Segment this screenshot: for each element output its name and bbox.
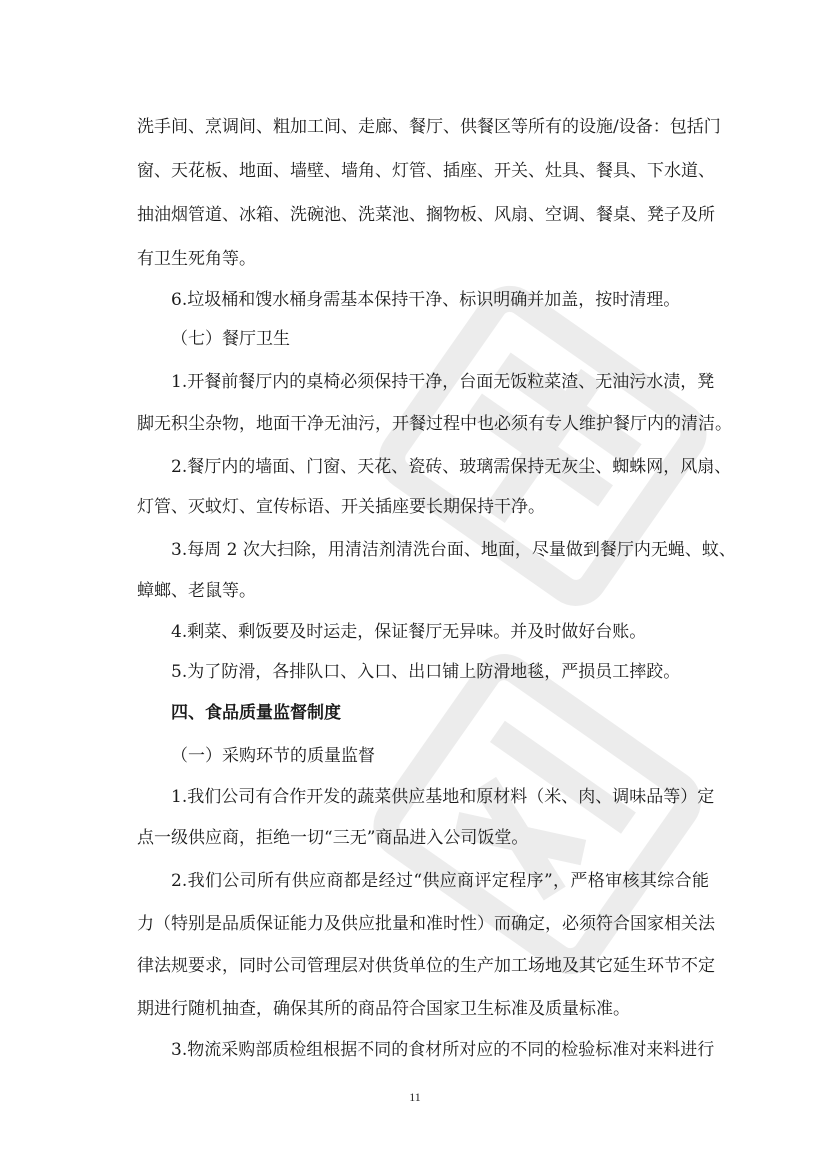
paragraph-line: 抽油烟管道、冰箱、洗碗池、洗菜池、搁物板、风扇、空调、餐桌、凳子及所 (137, 205, 715, 225)
paragraph-line: 5.为了防滑，各排队口、入口、出口铺上防滑地毯，严损员工摔跤。 (171, 662, 681, 682)
paragraph-line: 3.物流采购部质检组根据不同的食材所对应的不同的检验标准对来料进行 (171, 1040, 715, 1060)
paragraph-line: 律法规要求，同时公司管理层对供货单位的生产加工场地及其它延生环节不定 (137, 956, 715, 976)
section-heading: 四、食品质量监督制度 (171, 703, 341, 723)
paragraph-line: 力（特别是品质保证能力及供应批量和准时性）而确定，必须符合国家相关法 (137, 914, 715, 934)
paragraph-line: 2.我们公司所有供应商都是经过“供应商评定程序”，严格审核其综合能 (171, 871, 709, 891)
paragraph-line: 4.剩菜、剩饭要及时运走，保证餐厅无异味。并及时做好台账。 (171, 622, 647, 642)
paragraph-line: 点一级供应商，拒绝一切“三无”商品进入公司饭堂。 (137, 828, 529, 848)
paragraph-line: 2.餐厅内的墙面、门窗、天花、瓷砖、玻璃需保持无灰尘、蜘蛛网，风扇、 (171, 457, 732, 477)
page-number: 11 (409, 1090, 421, 1104)
paragraph-line: 有卫生死角等。 (137, 249, 256, 269)
paragraph-line: 期进行随机抽查，确保其所的商品符合国家卫生标准及质量标准。 (137, 999, 630, 1019)
paragraph-line: 蟑螂、老鼠等。 (137, 581, 256, 601)
paragraph-line: 脚无积尘杂物，地面干净无油污，开餐过程中也必须有专人维护餐厅内的清洁。 (137, 414, 732, 434)
paragraph-line: 6.垃圾桶和馊水桶身需基本保持干净、标识明确并加盖，按时清理。 (171, 290, 681, 310)
paragraph-line: 3.每周 2 次大扫除，用清洁剂清洗台面、地面，尽量做到餐厅内无蝇、蚊、 (171, 540, 736, 560)
paragraph-line: 窗、天花板、地面、墙壁、墙角、灯管、插座、开关、灶具、餐具、下水道、 (137, 161, 715, 181)
paragraph-line: 1.我们公司有合作开发的蔬菜供应基地和原材料（米、肉、调味品等）定 (171, 787, 715, 807)
paragraph-line: 灯管、灭蚊灯、宣传标语、开关插座要长期保持干净。 (137, 497, 545, 517)
paragraph-line: 1.开餐前餐厅内的桌椅必须保持干净，台面无饭粒菜渣、无油污水渍，凳 (171, 372, 715, 392)
section-subheading: （一）采购环节的质量监督 (171, 746, 375, 766)
section-subheading: （七）餐厅卫生 (171, 329, 290, 349)
paragraph-line: 洗手间、烹调间、粗加工间、走廊、餐厅、供餐区等所有的设施/设备：包括门 (137, 117, 721, 137)
